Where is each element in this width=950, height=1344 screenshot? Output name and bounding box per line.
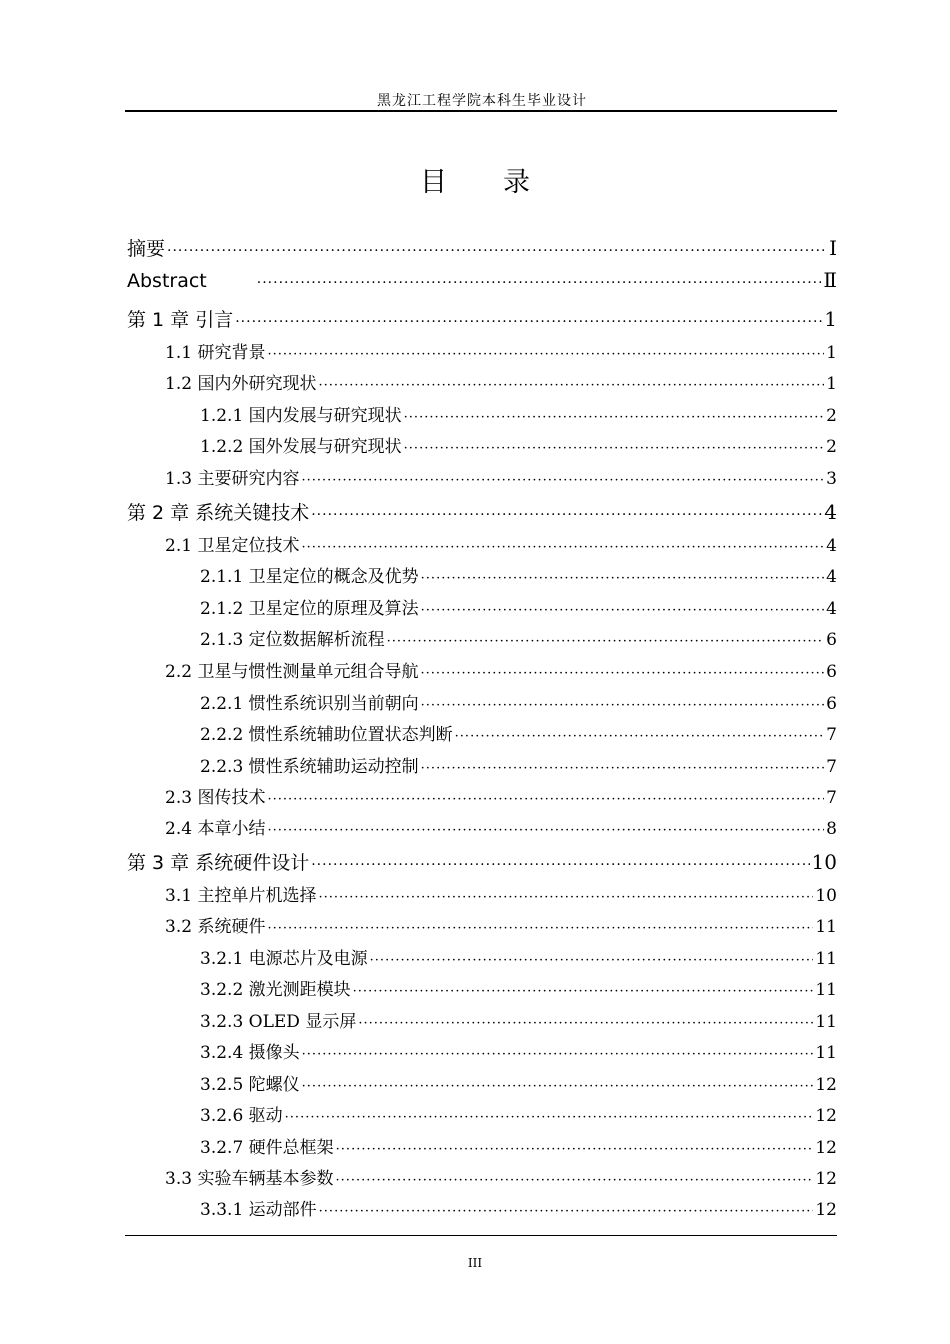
toc-entry-title: 3.1 主控单片机选择 [165,886,317,906]
toc-entry-title: 2.2.3 惯性系统辅助运动控制 [200,757,419,777]
toc-entry[interactable] [200,625,837,653]
toc-entry-title: 2.1.1 卫星定位的概念及优势 [200,567,419,587]
toc-entry-page: 7 [826,757,837,777]
dot-leader [335,1173,813,1188]
toc-entry[interactable] [200,562,837,590]
toc-entry-title: 2.1 卫星定位技术 [165,536,300,556]
toc-entry[interactable] [165,783,837,811]
toc-entry-title: 2.2.1 惯性系统识别当前朝向 [200,694,419,714]
dot-leader [421,761,825,776]
toc-entry-page: 1 [826,343,837,363]
toc-entry-page: 6 [826,662,837,682]
toc-title [0,160,950,199]
toc-entry-title: Abstract [127,270,207,292]
toc-entry-title: 第 2 章 系统关键技术 [127,502,310,524]
toc-title-char: 目 [420,167,447,198]
toc-entry[interactable] [165,657,837,685]
toc-entry-title: 2.2.2 惯性系统辅助位置状态判断 [200,725,453,745]
toc-entry-page: 4 [824,500,837,524]
toc-entry[interactable] [165,814,837,842]
toc-entry-title: 1.3 主要研究内容 [165,469,300,489]
toc-entry-page: 12 [815,1138,837,1158]
dot-leader [421,571,825,586]
page-header: 黑龙江工程学院本科生毕业设计 [377,93,587,109]
dot-leader [319,1204,814,1219]
toc-entry-page: 4 [826,536,837,556]
toc-entry-page: 6 [826,694,837,714]
toc-entry-title: 2.4 本章小结 [165,819,266,839]
toc-entry[interactable] [200,752,837,780]
dot-leader [167,243,827,259]
toc-entry-page: 6 [826,630,837,650]
dot-leader [267,347,824,362]
dot-leader [302,1047,814,1062]
toc-entry[interactable] [165,531,837,559]
toc-entry[interactable] [127,305,837,333]
dot-leader [302,1079,814,1094]
dot-leader [285,1110,814,1125]
dot-leader [311,857,809,873]
toc-entry-page: 7 [826,725,837,745]
toc-entry-page: 3 [826,469,837,489]
toc-entry-title: 第 3 章 系统硬件设计 [127,852,310,874]
toc-entry-title: 1.2 国内外研究现状 [165,374,317,394]
dot-leader [318,890,813,905]
toc-entry-page: 12 [815,1075,837,1095]
toc-entry-page: Ⅱ [823,268,837,292]
dot-leader [404,410,825,425]
toc-entry-title: 1.2.1 国内发展与研究现状 [200,406,402,426]
toc-entry-title: 3.2.5 陀螺仪 [200,1075,300,1095]
toc-entry[interactable] [200,1195,837,1223]
toc-entry-title: 3.2.4 摄像头 [200,1043,300,1063]
page-number: III [467,1256,483,1270]
dot-leader [358,1016,813,1031]
dot-leader [267,823,824,838]
toc-entry-title: 2.1.3 定位数据解析流程 [200,630,385,650]
toc-entry[interactable] [127,268,837,296]
dot-leader [235,314,822,330]
toc-entry-page: I [829,236,837,260]
footer-divider [125,1235,837,1236]
toc-entry-page: 12 [815,1169,837,1189]
dot-leader [318,378,824,393]
toc-entry[interactable] [200,1070,837,1098]
toc-entry-title: 1.1 研究背景 [165,343,266,363]
toc-entry[interactable] [165,464,837,492]
toc-entry-page: 11 [815,980,837,1000]
toc-entry-title: 摘要 [127,238,166,260]
toc-entry-page: 11 [815,949,837,969]
toc-entry[interactable] [200,689,837,717]
dot-leader [420,666,824,681]
toc-entry[interactable] [127,848,837,876]
toc-entry[interactable] [200,1101,837,1129]
toc-entry-page: 11 [815,1012,837,1032]
toc-entry-title: 3.3 实验车辆基本参数 [165,1169,334,1189]
toc-entry[interactable] [165,881,837,909]
toc-entry[interactable] [165,369,837,397]
toc-entry-page: 2 [826,406,837,426]
toc-entry[interactable] [127,234,837,262]
toc-entry-title: 2.3 图传技术 [165,788,266,808]
header-divider [125,110,837,112]
toc-entry[interactable] [200,594,837,622]
dot-leader [301,540,824,555]
dot-leader [370,953,814,968]
toc-entry[interactable] [200,944,837,972]
dot-leader [353,984,814,999]
toc-entry-page: 7 [826,788,837,808]
dot-leader [421,603,825,618]
toc-entry-title: 3.2 系统硬件 [165,917,266,937]
dot-leader [267,792,824,807]
toc-entry-title: 3.2.3 OLED 显示屏 [200,1012,357,1032]
dot-leader [257,275,822,291]
dot-leader [267,921,813,936]
dot-leader [311,507,822,523]
dot-leader [455,729,825,744]
toc-entry-page: 4 [826,567,837,587]
toc-entry-page: 12 [815,1106,837,1126]
toc-entry[interactable] [200,1007,837,1035]
toc-entry[interactable] [200,975,837,1003]
dot-leader [336,1142,814,1157]
toc-entry-page: 8 [826,819,837,839]
toc-entry-page: 10 [815,886,837,906]
toc-entry[interactable] [200,401,837,429]
dot-leader [421,698,825,713]
toc-entry[interactable] [200,1133,837,1161]
toc-entry[interactable] [165,912,837,940]
toc-entry-title: 3.2.2 激光测距模块 [200,980,351,1000]
toc-entry-page: 11 [815,1043,837,1063]
toc-entry-page: 11 [815,917,837,937]
toc-entry-title: 3.3.1 运动部件 [200,1200,317,1220]
toc-entry-title: 2.2 卫星与惯性测量单元组合导航 [165,662,419,682]
toc-entry-title: 2.1.2 卫星定位的原理及算法 [200,599,419,619]
toc-entry-page: 10 [811,850,837,874]
toc-entry-title: 3.2.1 电源芯片及电源 [200,949,368,969]
toc-entry-page: 1 [826,374,837,394]
toc-entry[interactable] [127,498,837,526]
toc-entry-title: 第 1 章 引言 [127,309,234,331]
toc-entry-page: 4 [826,599,837,619]
toc-entry[interactable] [200,720,837,748]
toc-entry[interactable] [200,1038,837,1066]
toc-entry-title: 3.2.6 驱动 [200,1106,283,1126]
dot-leader [404,441,825,456]
dot-leader [387,634,825,649]
toc-entry[interactable] [165,1164,837,1192]
toc-title-char: 录 [503,167,530,198]
toc-entry-title: 3.2.7 硬件总框架 [200,1138,334,1158]
toc-entry-page: 2 [826,437,837,457]
toc-entry[interactable] [165,338,837,366]
toc-entry-title: 1.2.2 国外发展与研究现状 [200,437,402,457]
toc-entry[interactable] [200,432,837,460]
dot-leader [301,473,824,488]
toc-entry-page: 12 [815,1200,837,1220]
toc-entry-page: 1 [824,307,837,331]
